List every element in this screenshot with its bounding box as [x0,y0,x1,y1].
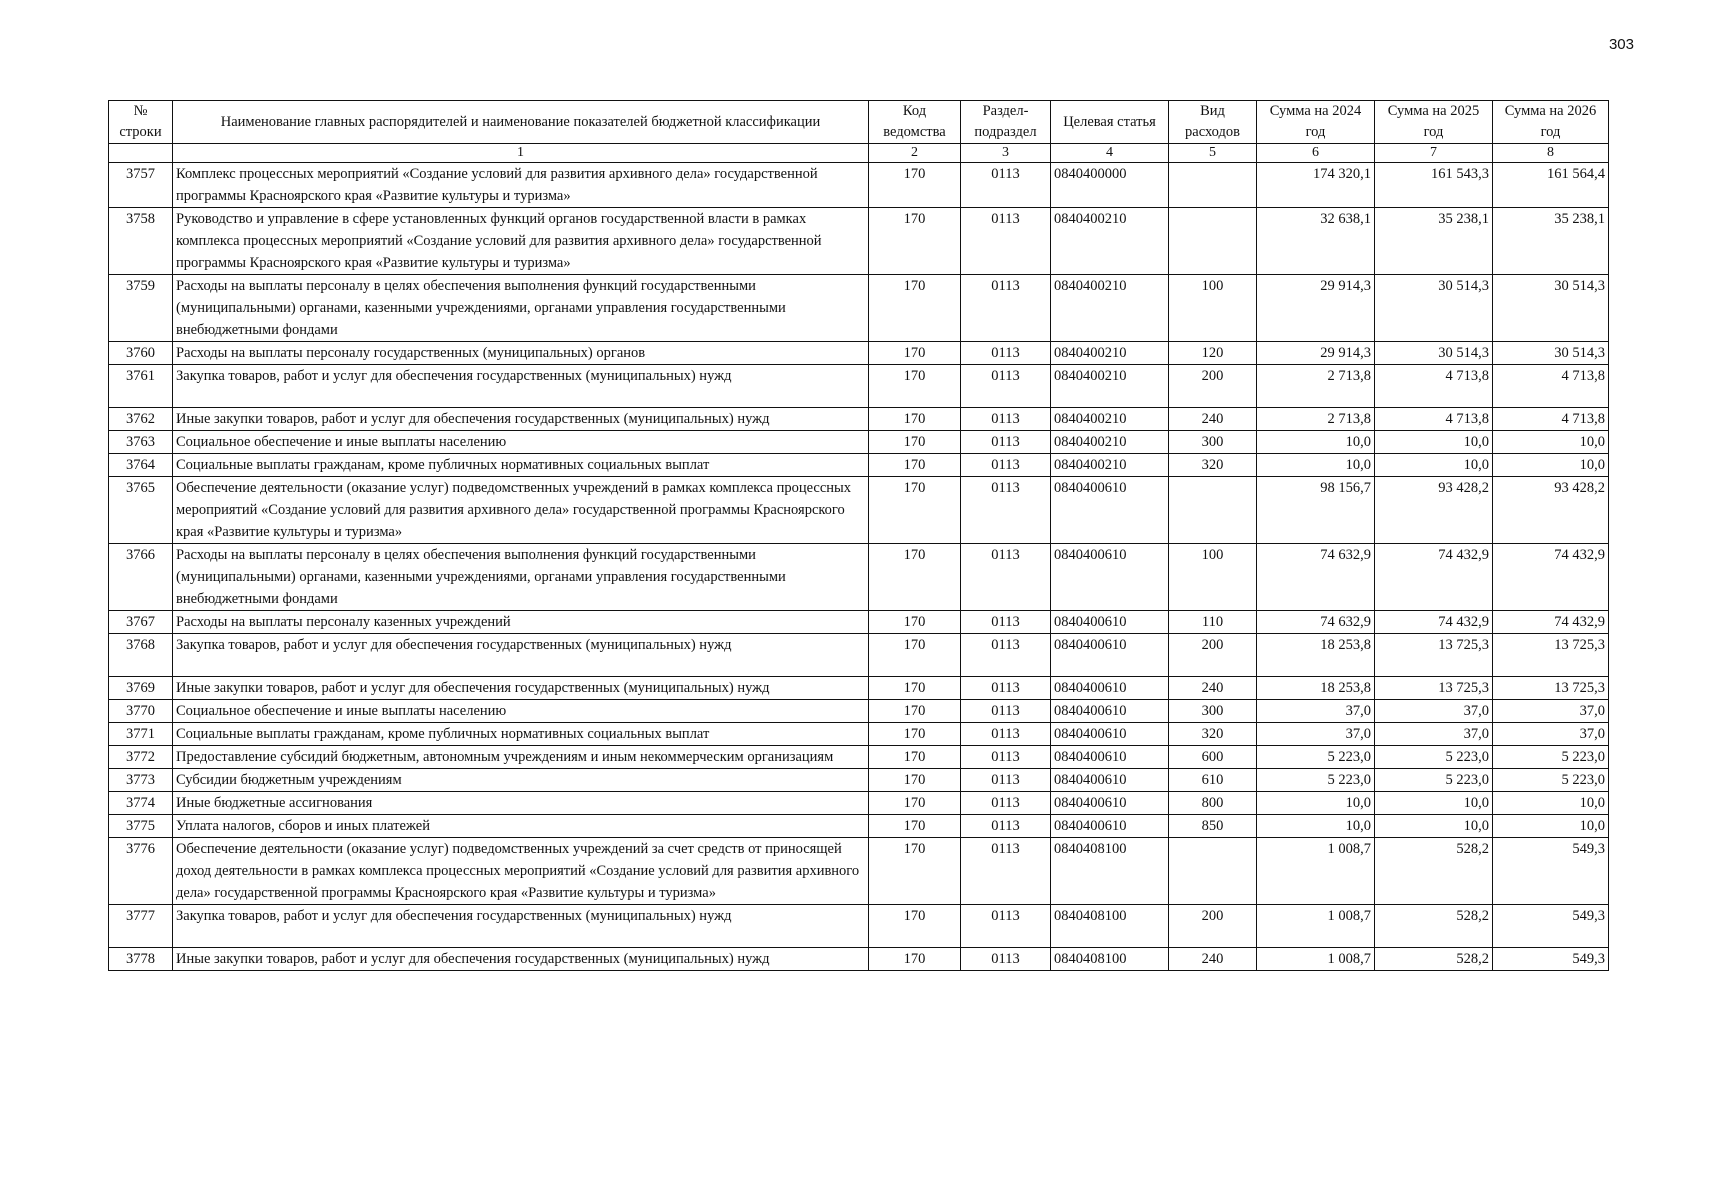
sum-2025: 74 432,9 [1375,611,1493,634]
row-name: Иные закупки товаров, работ и услуг для обеспечения государственных (муниципальных) нужд [173,948,869,971]
table-row [109,208,1609,275]
sum-2026: 549,3 [1493,838,1609,905]
sum-2026: 37,0 [1493,723,1609,746]
sum-2025: 528,2 [1375,905,1493,948]
header-sum-2025: Сумма на 2025 год [1375,101,1493,144]
row-name: Иные закупки товаров, работ и услуг для обеспечения государственных (муниципальных) нужд [173,408,869,431]
table-row [109,275,1609,342]
row-name: Иные закупки товаров, работ и услуг для обеспечения государственных (муниципальных) нужд [173,677,869,700]
sum-2025: 93 428,2 [1375,477,1493,544]
sum-2024: 18 253,8 [1257,677,1375,700]
row-name: Расходы на выплаты персоналу в целях обеспечения выполнения функций государственными (муниципальными) органами, казенными учреждениями, органами управления государственными внебюджетными фондами [173,544,869,611]
sum-2026: 37,0 [1493,700,1609,723]
section-code: 0113 [961,700,1051,723]
row-number: 3760 [109,342,173,365]
sum-2026: 30 514,3 [1493,275,1609,342]
sum-2026: 10,0 [1493,792,1609,815]
row-number: 3757 [109,163,173,208]
column-number: 4 [1051,144,1169,163]
table-row [109,905,1609,948]
row-name: Обеспечение деятельности (оказание услуг) подведомственных учреждений в рамках комплекса процессных мероприятий «Создание условий для развития архивного дела» государственной программы Красноярского края «Развитие культуры и туризма» [173,477,869,544]
dept-code: 170 [869,544,961,611]
sum-2024: 2 713,8 [1257,365,1375,408]
sum-2024: 74 632,9 [1257,544,1375,611]
target-article: 0840400210 [1051,408,1169,431]
table-row [109,723,1609,746]
section-code: 0113 [961,815,1051,838]
column-number: 8 [1493,144,1609,163]
row-number: 3771 [109,723,173,746]
row-number: 3767 [109,611,173,634]
sum-2025: 10,0 [1375,815,1493,838]
row-number: 3774 [109,792,173,815]
header-section: Раздел-подраздел [961,101,1051,144]
sum-2024: 32 638,1 [1257,208,1375,275]
dept-code: 170 [869,408,961,431]
row-number: 3759 [109,275,173,342]
sum-2026: 10,0 [1493,454,1609,477]
header-dept-code: Код ведомства [869,101,961,144]
section-code: 0113 [961,611,1051,634]
table-row [109,948,1609,971]
dept-code: 170 [869,342,961,365]
row-number: 3772 [109,746,173,769]
sum-2025: 4 713,8 [1375,365,1493,408]
header-expense-type: Вид расходов [1169,101,1257,144]
sum-2025: 5 223,0 [1375,769,1493,792]
row-name: Закупка товаров, работ и услуг для обеспечения государственных (муниципальных) нужд [173,365,869,408]
row-number: 3766 [109,544,173,611]
sum-2025: 10,0 [1375,431,1493,454]
column-number-row [109,144,1609,163]
sum-2026: 74 432,9 [1493,611,1609,634]
table-row [109,700,1609,723]
table-row [109,342,1609,365]
sum-2025: 5 223,0 [1375,746,1493,769]
sum-2024: 29 914,3 [1257,342,1375,365]
expense-type: 320 [1169,454,1257,477]
column-number: 2 [869,144,961,163]
row-number: 3768 [109,634,173,677]
expense-type: 300 [1169,700,1257,723]
header-row-no: № строки [109,101,173,144]
row-name: Социальное обеспечение и иные выплаты населению [173,700,869,723]
table-row [109,408,1609,431]
row-number: 3776 [109,838,173,905]
sum-2025: 74 432,9 [1375,544,1493,611]
expense-type: 600 [1169,746,1257,769]
expense-type: 240 [1169,408,1257,431]
sum-2026: 5 223,0 [1493,746,1609,769]
dept-code: 170 [869,905,961,948]
sum-2025: 528,2 [1375,948,1493,971]
section-code: 0113 [961,365,1051,408]
row-number: 3762 [109,408,173,431]
dept-code: 170 [869,208,961,275]
dept-code: 170 [869,163,961,208]
row-number: 3770 [109,700,173,723]
sum-2026: 74 432,9 [1493,544,1609,611]
sum-2024: 1 008,7 [1257,948,1375,971]
target-article: 0840400610 [1051,723,1169,746]
sum-2026: 549,3 [1493,905,1609,948]
row-name: Руководство и управление в сфере установленных функций органов государственной власти в рамках комплекса процессных мероприятий «Создание условий для развития архивного дела» государственной программы Красноярского края «Развитие культуры и туризма» [173,208,869,275]
sum-2024: 10,0 [1257,431,1375,454]
target-article: 0840400610 [1051,634,1169,677]
header-sum-2026: Сумма на 2026 год [1493,101,1609,144]
sum-2025: 37,0 [1375,700,1493,723]
target-article: 0840400000 [1051,163,1169,208]
section-code: 0113 [961,792,1051,815]
sum-2025: 30 514,3 [1375,275,1493,342]
expense-type: 240 [1169,948,1257,971]
target-article: 0840400610 [1051,815,1169,838]
section-code: 0113 [961,408,1051,431]
dept-code: 170 [869,838,961,905]
target-article: 0840400610 [1051,792,1169,815]
header-name: Наименование главных распорядителей и наименование показателей бюджетной классификации [173,101,869,144]
sum-2026: 30 514,3 [1493,342,1609,365]
row-number: 3761 [109,365,173,408]
section-code: 0113 [961,477,1051,544]
sum-2025: 30 514,3 [1375,342,1493,365]
section-code: 0113 [961,275,1051,342]
sum-2026: 93 428,2 [1493,477,1609,544]
row-number: 3758 [109,208,173,275]
expense-type: 240 [1169,677,1257,700]
sum-2025: 13 725,3 [1375,677,1493,700]
section-code: 0113 [961,838,1051,905]
row-name: Социальные выплаты гражданам, кроме публичных нормативных социальных выплат [173,454,869,477]
sum-2025: 161 543,3 [1375,163,1493,208]
expense-type: 200 [1169,365,1257,408]
row-name: Субсидии бюджетным учреждениям [173,769,869,792]
sum-2024: 98 156,7 [1257,477,1375,544]
table-row [109,163,1609,208]
sum-2026: 10,0 [1493,815,1609,838]
dept-code: 170 [869,746,961,769]
target-article: 0840408100 [1051,948,1169,971]
sum-2026: 10,0 [1493,431,1609,454]
table-row [109,611,1609,634]
column-number: 3 [961,144,1051,163]
dept-code: 170 [869,948,961,971]
sum-2024: 37,0 [1257,700,1375,723]
sum-2026: 161 564,4 [1493,163,1609,208]
section-code: 0113 [961,342,1051,365]
target-article: 0840400210 [1051,342,1169,365]
sum-2024: 10,0 [1257,792,1375,815]
sum-2024: 74 632,9 [1257,611,1375,634]
dept-code: 170 [869,454,961,477]
target-article: 0840400610 [1051,611,1169,634]
table-row [109,815,1609,838]
sum-2026: 5 223,0 [1493,769,1609,792]
sum-2025: 37,0 [1375,723,1493,746]
sum-2026: 4 713,8 [1493,365,1609,408]
section-code: 0113 [961,948,1051,971]
table-row [109,544,1609,611]
budget-table [108,100,1609,971]
expense-type [1169,208,1257,275]
row-name: Расходы на выплаты персоналу в целях обеспечения выполнения функций государственными (муниципальными) органами, казенными учреждениями, органами управления государственными внебюджетными фондами [173,275,869,342]
column-number: 1 [173,144,869,163]
dept-code: 170 [869,431,961,454]
dept-code: 170 [869,365,961,408]
row-number: 3764 [109,454,173,477]
sum-2024: 10,0 [1257,815,1375,838]
table-row [109,792,1609,815]
target-article: 0840400610 [1051,677,1169,700]
target-article: 0840400210 [1051,454,1169,477]
target-article: 0840408100 [1051,838,1169,905]
row-number: 3775 [109,815,173,838]
column-number: 6 [1257,144,1375,163]
dept-code: 170 [869,275,961,342]
sum-2026: 35 238,1 [1493,208,1609,275]
sum-2025: 13 725,3 [1375,634,1493,677]
target-article: 0840400610 [1051,477,1169,544]
section-code: 0113 [961,677,1051,700]
table-row [109,746,1609,769]
expense-type: 300 [1169,431,1257,454]
row-number: 3773 [109,769,173,792]
page-number: 303 [1608,36,1634,53]
expense-type: 850 [1169,815,1257,838]
target-article: 0840408100 [1051,905,1169,948]
sum-2025: 10,0 [1375,792,1493,815]
row-number: 3778 [109,948,173,971]
target-article: 0840400210 [1051,431,1169,454]
target-article: 0840400210 [1051,365,1169,408]
header-sum-2024: Сумма на 2024 год [1257,101,1375,144]
row-name: Предоставление субсидий бюджетным, автономным учреждениям и иным некоммерческим организациям [173,746,869,769]
table-row [109,477,1609,544]
sum-2024: 10,0 [1257,454,1375,477]
section-code: 0113 [961,544,1051,611]
sum-2025: 10,0 [1375,454,1493,477]
dept-code: 170 [869,815,961,838]
section-code: 0113 [961,431,1051,454]
dept-code: 170 [869,477,961,544]
sum-2024: 174 320,1 [1257,163,1375,208]
expense-type: 100 [1169,544,1257,611]
sum-2024: 5 223,0 [1257,746,1375,769]
sum-2026: 549,3 [1493,948,1609,971]
row-name: Социальное обеспечение и иные выплаты населению [173,431,869,454]
column-number [109,144,173,163]
table-row [109,838,1609,905]
sum-2024: 1 008,7 [1257,905,1375,948]
table-body [109,163,1609,971]
row-name: Уплата налогов, сборов и иных платежей [173,815,869,838]
dept-code: 170 [869,677,961,700]
row-name: Расходы на выплаты персоналу государственных (муниципальных) органов [173,342,869,365]
target-article: 0840400610 [1051,544,1169,611]
target-article: 0840400610 [1051,700,1169,723]
section-code: 0113 [961,746,1051,769]
header-target-article: Целевая статья [1051,101,1169,144]
column-number: 7 [1375,144,1493,163]
row-name: Комплекс процессных мероприятий «Создание условий для развития архивного дела» государственной программы Красноярского края «Развитие культуры и туризма» [173,163,869,208]
expense-type: 200 [1169,634,1257,677]
row-name: Обеспечение деятельности (оказание услуг) подведомственных учреждений за счет средств от приносящей доход деятельности в рамках комплекса процессных мероприятий «Создание условий для развития архивного дела» государственной программы Красноярского края «Развитие культуры и туризма» [173,838,869,905]
sum-2026: 13 725,3 [1493,677,1609,700]
sum-2024: 29 914,3 [1257,275,1375,342]
expense-type [1169,163,1257,208]
section-code: 0113 [961,208,1051,275]
section-code: 0113 [961,723,1051,746]
expense-type: 120 [1169,342,1257,365]
dept-code: 170 [869,611,961,634]
row-name: Социальные выплаты гражданам, кроме публичных нормативных социальных выплат [173,723,869,746]
expense-type: 110 [1169,611,1257,634]
sum-2024: 37,0 [1257,723,1375,746]
sum-2025: 35 238,1 [1375,208,1493,275]
target-article: 0840400210 [1051,208,1169,275]
dept-code: 170 [869,723,961,746]
header-row [109,101,1609,144]
section-code: 0113 [961,769,1051,792]
table-row [109,454,1609,477]
expense-type: 320 [1169,723,1257,746]
expense-type [1169,838,1257,905]
sum-2026: 13 725,3 [1493,634,1609,677]
table-row [109,677,1609,700]
section-code: 0113 [961,454,1051,477]
sum-2024: 5 223,0 [1257,769,1375,792]
table-row [109,634,1609,677]
row-number: 3777 [109,905,173,948]
target-article: 0840400210 [1051,275,1169,342]
row-number: 3769 [109,677,173,700]
expense-type: 610 [1169,769,1257,792]
expense-type: 800 [1169,792,1257,815]
sum-2024: 1 008,7 [1257,838,1375,905]
sum-2024: 18 253,8 [1257,634,1375,677]
target-article: 0840400610 [1051,746,1169,769]
sum-2025: 4 713,8 [1375,408,1493,431]
expense-type: 200 [1169,905,1257,948]
dept-code: 170 [869,634,961,677]
dept-code: 170 [869,769,961,792]
row-name: Иные бюджетные ассигнования [173,792,869,815]
target-article: 0840400610 [1051,769,1169,792]
row-number: 3763 [109,431,173,454]
table-row [109,431,1609,454]
sum-2024: 2 713,8 [1257,408,1375,431]
column-number: 5 [1169,144,1257,163]
sum-2025: 528,2 [1375,838,1493,905]
row-number: 3765 [109,477,173,544]
row-name: Расходы на выплаты персоналу казенных учреждений [173,611,869,634]
sum-2026: 4 713,8 [1493,408,1609,431]
section-code: 0113 [961,905,1051,948]
dept-code: 170 [869,792,961,815]
expense-type: 100 [1169,275,1257,342]
table-row [109,365,1609,408]
section-code: 0113 [961,163,1051,208]
row-name: Закупка товаров, работ и услуг для обеспечения государственных (муниципальных) нужд [173,905,869,948]
expense-type [1169,477,1257,544]
dept-code: 170 [869,700,961,723]
row-name: Закупка товаров, работ и услуг для обеспечения государственных (муниципальных) нужд [173,634,869,677]
section-code: 0113 [961,634,1051,677]
table-row [109,769,1609,792]
